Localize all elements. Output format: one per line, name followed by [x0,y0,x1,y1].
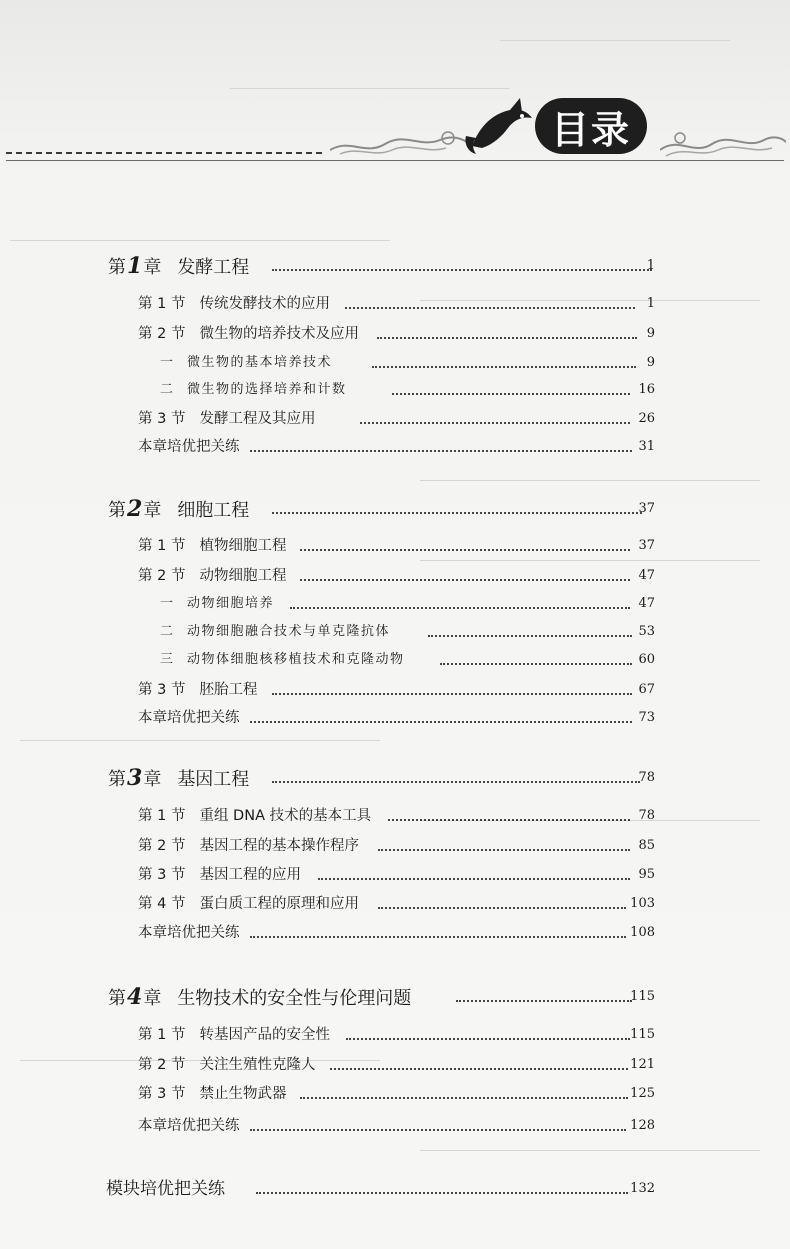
toc-subsection[interactable] [0,350,790,376]
bleed-through-line [420,560,760,561]
toc-subsection[interactable] [0,619,790,645]
dot-leader [330,1068,628,1070]
dot-leader [346,1038,630,1040]
subsection-heading: 二 动物细胞融合技术与单克隆抗体 [160,624,391,639]
section-heading: 第 3 节 基因工程的应用 [138,867,301,883]
page-number: 115 [630,989,655,1004]
section-heading: 第 2 节 基因工程的基本操作程序 [138,838,359,854]
page-number: 1 [646,258,655,273]
dot-leader [250,721,632,723]
toc-practice[interactable] [0,705,790,731]
chapter-heading: 第2章 细胞工程 [108,496,250,522]
page-number: 73 [638,710,655,725]
page-title: 目录 [535,98,647,154]
section-heading: 第 3 节 禁止生物武器 [138,1086,287,1102]
practice-heading: 本章培优把关练 [138,710,240,726]
page-number: 103 [630,896,655,911]
dot-leader [250,450,632,452]
toc-section[interactable] [0,406,790,432]
dot-leader [272,269,652,271]
dot-leader [300,579,630,581]
toc-section[interactable] [0,563,790,589]
header [0,0,790,150]
page-number: 78 [638,770,655,785]
fish-logo-icon [462,96,536,158]
toc-chapter-1[interactable] [0,253,790,279]
toc-section[interactable] [0,862,790,888]
page-number: 125 [630,1086,655,1101]
page-number: 26 [638,411,655,426]
toc-section[interactable] [0,803,790,829]
section-heading: 第 3 节 胚胎工程 [138,682,258,698]
toc-section[interactable] [0,291,790,317]
section-heading: 第 2 节 微生物的培养技术及应用 [138,326,359,342]
toc-subsection[interactable] [0,591,790,617]
practice-heading: 本章培优把关练 [138,439,240,455]
toc-section[interactable] [0,1052,790,1078]
section-heading: 第 3 节 发酵工程及其应用 [138,411,316,427]
bleed-through-line [420,480,760,481]
toc-chapter-4[interactable] [0,984,790,1010]
page-number: 31 [638,439,655,454]
toc-section[interactable] [0,1022,790,1048]
section-heading: 第 4 节 蛋白质工程的原理和应用 [138,896,359,912]
module-heading: 模块培优把关练 [106,1179,225,1199]
toc-chapter-2[interactable] [0,496,790,522]
section-heading: 第 2 节 动物细胞工程 [138,568,287,584]
toc-practice[interactable] [0,920,790,946]
section-heading: 第 1 节 转基因产品的安全性 [138,1027,330,1043]
toc-section[interactable] [0,833,790,859]
dot-leader [300,549,630,551]
dot-leader [392,393,630,395]
dot-leader [272,512,642,514]
dot-leader [272,781,640,783]
toc-section[interactable] [0,321,790,347]
dot-leader [250,1129,626,1131]
chapter-heading: 第3章 基因工程 [108,765,250,791]
header-solid-rule [6,160,784,161]
toc-section[interactable] [0,533,790,559]
toc-subsection[interactable] [0,377,790,403]
dot-leader [345,307,635,309]
page-number: 53 [638,624,655,639]
section-heading: 第 1 节 植物细胞工程 [138,538,287,554]
page-number: 16 [638,382,655,397]
wave-ornament-left-icon [330,118,470,158]
section-heading: 第 1 节 传统发酵技术的应用 [138,296,330,312]
page-number: 37 [638,501,655,516]
page-number: 9 [646,326,655,341]
page-number: 37 [638,538,655,553]
page-number: 78 [638,808,655,823]
page-number: 9 [646,355,655,370]
page-number: 67 [638,682,655,697]
section-heading: 第 1 节 重组 DNA 技术的基本工具 [138,808,372,824]
subsection-heading: 三 动物体细胞核移植技术和克隆动物 [160,652,405,667]
dot-leader [256,1192,628,1194]
page-number: 85 [638,838,655,853]
toc-section[interactable] [0,1081,790,1107]
wave-ornament-right-icon [660,122,786,158]
chapter-heading: 第4章 生物技术的安全性与伦理问题 [108,984,412,1010]
practice-heading: 本章培优把关练 [138,925,240,941]
dot-leader [388,819,630,821]
chapter-heading: 第1章 发酵工程 [108,253,250,279]
page-number: 60 [638,652,655,667]
dot-leader [372,366,636,368]
toc-practice[interactable] [0,434,790,460]
page-number: 108 [630,925,655,940]
dot-leader [360,422,630,424]
page-number: 1 [646,296,655,311]
page-number: 95 [638,867,655,882]
section-heading: 第 2 节 关注生殖性克隆人 [138,1057,316,1073]
toc-chapter-3[interactable] [0,765,790,791]
page-number: 132 [630,1181,655,1196]
dot-leader [428,635,632,637]
toc-section[interactable] [0,677,790,703]
header-dashed-rule [6,152,322,154]
dot-leader [318,878,630,880]
subsection-heading: 一 动物细胞培养 [160,596,275,611]
bleed-through-line [420,1150,760,1151]
practice-heading: 本章培优把关练 [138,1118,240,1134]
bleed-through-line [20,740,380,741]
toc-section[interactable] [0,891,790,917]
toc-module-practice[interactable] [0,1176,790,1202]
dot-leader [440,663,632,665]
dot-leader [250,936,626,938]
toc-practice[interactable] [0,1113,790,1139]
dot-leader [377,337,637,339]
dot-leader [272,693,632,695]
page-number: 128 [630,1118,655,1133]
dot-leader [290,607,630,609]
dot-leader [378,907,626,909]
toc-subsection[interactable] [0,647,790,673]
page-number: 115 [630,1027,655,1042]
subsection-heading: 二 微生物的选择培养和计数 [160,382,347,397]
page-number: 47 [638,596,655,611]
page-number: 47 [638,568,655,583]
subsection-heading: 一 微生物的基本培养技术 [160,355,333,370]
dot-leader [378,849,630,851]
page-number: 121 [630,1057,655,1072]
bleed-through-line [10,240,390,241]
dot-leader [300,1097,628,1099]
